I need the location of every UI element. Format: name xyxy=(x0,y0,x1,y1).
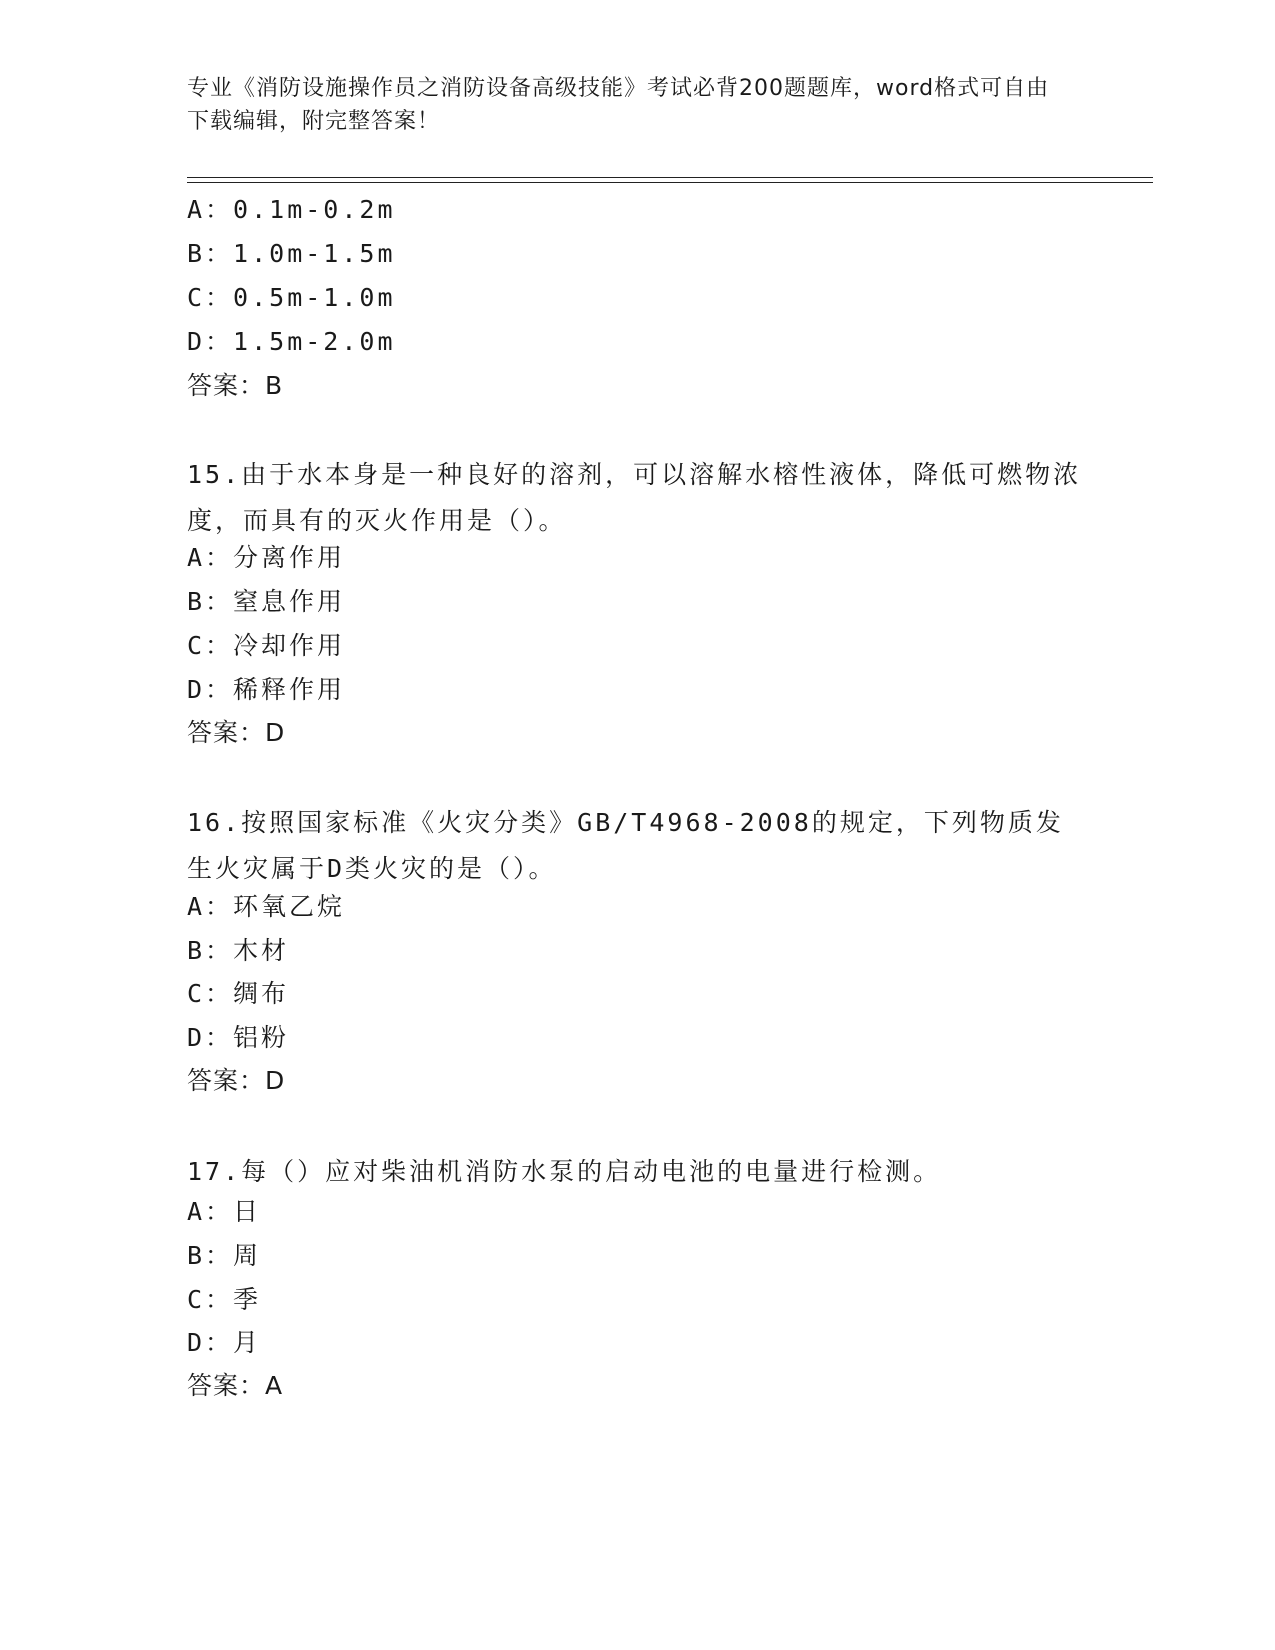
q17-option-d: D：月 xyxy=(187,1328,262,1357)
q16-option-a: A：环氧乙烷 xyxy=(187,892,346,921)
q17-option-a: A：日 xyxy=(187,1197,262,1226)
document-header: 专业《消防设施操作员之消防设备高级技能》考试必背200题题库，word格式可自由下载编辑，附完整答案！ xyxy=(187,76,1050,134)
q14-option-b: B：1.0m-1.5m xyxy=(187,239,396,268)
q16-answer: 答案：D xyxy=(187,1066,286,1095)
q15-option-d: D：稀释作用 xyxy=(187,675,346,704)
q17-option-c: C：季 xyxy=(187,1285,262,1314)
q14-option-c: C：0.5m-1.0m xyxy=(187,283,396,312)
q15-stem: 15.由于水本身是一种良好的溶剂，可以溶解水榕性液体，降低可燃物浓度，而具有的灭火作用是（）。 xyxy=(187,460,1082,535)
q16-option-d: D：铝粉 xyxy=(187,1023,290,1052)
header-rule-bottom xyxy=(187,182,1153,183)
q15-option-b: B：窒息作用 xyxy=(187,587,346,616)
q17-option-b: B：周 xyxy=(187,1241,262,1270)
header-rule-top xyxy=(187,177,1153,178)
q15-option-c: C：冷却作用 xyxy=(187,631,346,660)
q16-option-c: C：绸布 xyxy=(187,979,290,1008)
q14-option-d: D：1.5m-2.0m xyxy=(187,327,396,356)
q15-option-a: A：分离作用 xyxy=(187,543,346,572)
q17-answer: 答案：A xyxy=(187,1371,284,1400)
q14-answer: 答案：B xyxy=(187,371,284,400)
q16-option-b: B：木材 xyxy=(187,936,290,965)
q15-answer: 答案：D xyxy=(187,718,286,747)
q17-stem: 17.每（）应对柴油机消防水泵的启动电池的电量进行检测。 xyxy=(187,1157,942,1186)
q14-option-a: A：0.1m-0.2m xyxy=(187,195,396,224)
q16-stem: 16.按照国家标准《火灾分类》GB/T4968-2008的规定，下列物质发生火灾属于D类火灾的是（）。 xyxy=(187,808,1064,883)
